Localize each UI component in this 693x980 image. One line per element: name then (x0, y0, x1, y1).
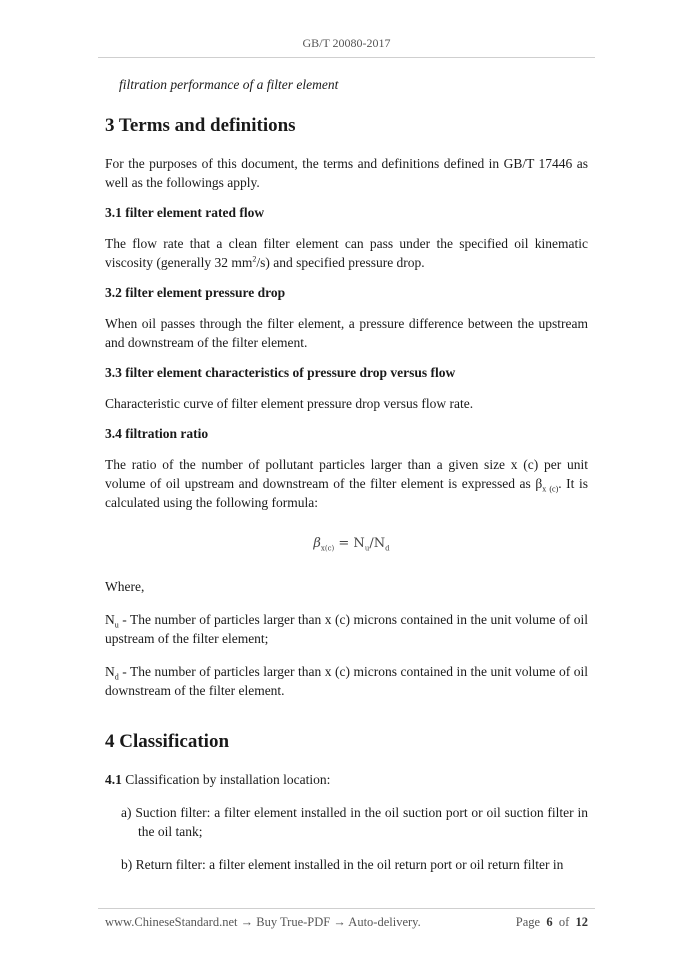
clause-4-1: 4.1 Classification by installation location: (105, 771, 331, 787)
term-3-4-text: The ratio of the number of pollutant particles larger than a given size x (c) per unit volume of oil upstream and downstream of the filter element is expressed as $\beta_{x (c)}$. It is calculated using the following formula: (105, 457, 588, 510)
intro-text: filtration performance of a filter element (119, 77, 339, 92)
term-3-1-heading: 3.1 filter element rated flow (105, 205, 265, 220)
term-3-2-text: When oil passes through the filter element, a pressure difference between the upstream and downstream of the filter element. (105, 316, 588, 350)
standard-code: GB/T 20080-2017 (302, 36, 391, 50)
term-3-3-heading: 3.3 filter element characteristics of pressure drop versus flow (105, 365, 456, 380)
footer-divider (98, 908, 595, 909)
page-indicator: Page 6 of 12 (515, 915, 588, 929)
term-3-1-text: The flow rate that a clean filter element can pass under the specified oil kinematic viscosity (generally 32 $mm^2/s$) and specified pressure drop. (105, 236, 588, 270)
section-3-intro: For the purposes of this document, the terms and definitions defined in GB/T 17446 as well as the followings apply. (105, 156, 588, 190)
term-3-3-text: Characteristic curve of filter element pressure drop versus flow rate. (105, 396, 474, 411)
where-label: Where, (105, 578, 145, 594)
term-3-2-heading: 3.2 filter element pressure drop (105, 285, 286, 300)
nu-definition: $N_u$ - The number of particles larger than x (c) microns contained in the unit volume of oil upstream of the filter element; (105, 611, 588, 646)
page-current: 6 (546, 915, 553, 929)
list-item-suction-filter: a) Suction filter: a filter element installed in the oil suction port or oil suction filter in the oil tank; (121, 804, 588, 839)
page-header (0, 36, 693, 51)
page-total: 12 (575, 915, 588, 929)
footer-link[interactable]: www.ChineseStandard.net → Buy True-PDF → Auto-delivery. (105, 915, 421, 929)
term-3-4-heading: 3.4 filtration ratio (105, 426, 209, 441)
header-divider (98, 57, 595, 58)
list-item-return-filter: b) Return filter: a filter element installed in the oil return port or oil return filter in (121, 856, 564, 872)
section-4-heading: 4 Classification (105, 730, 230, 752)
nd-definition: $N_d$ - The number of particles larger than x (c) microns contained in the unit volume of oil downstream of the filter element. (105, 663, 588, 698)
filtration-ratio-formula: $\beta_{x(c)} = N_u/N_d$ (313, 536, 390, 553)
section-3-heading: 3 Terms and definitions (105, 115, 296, 136)
document-body (105, 72, 588, 874)
